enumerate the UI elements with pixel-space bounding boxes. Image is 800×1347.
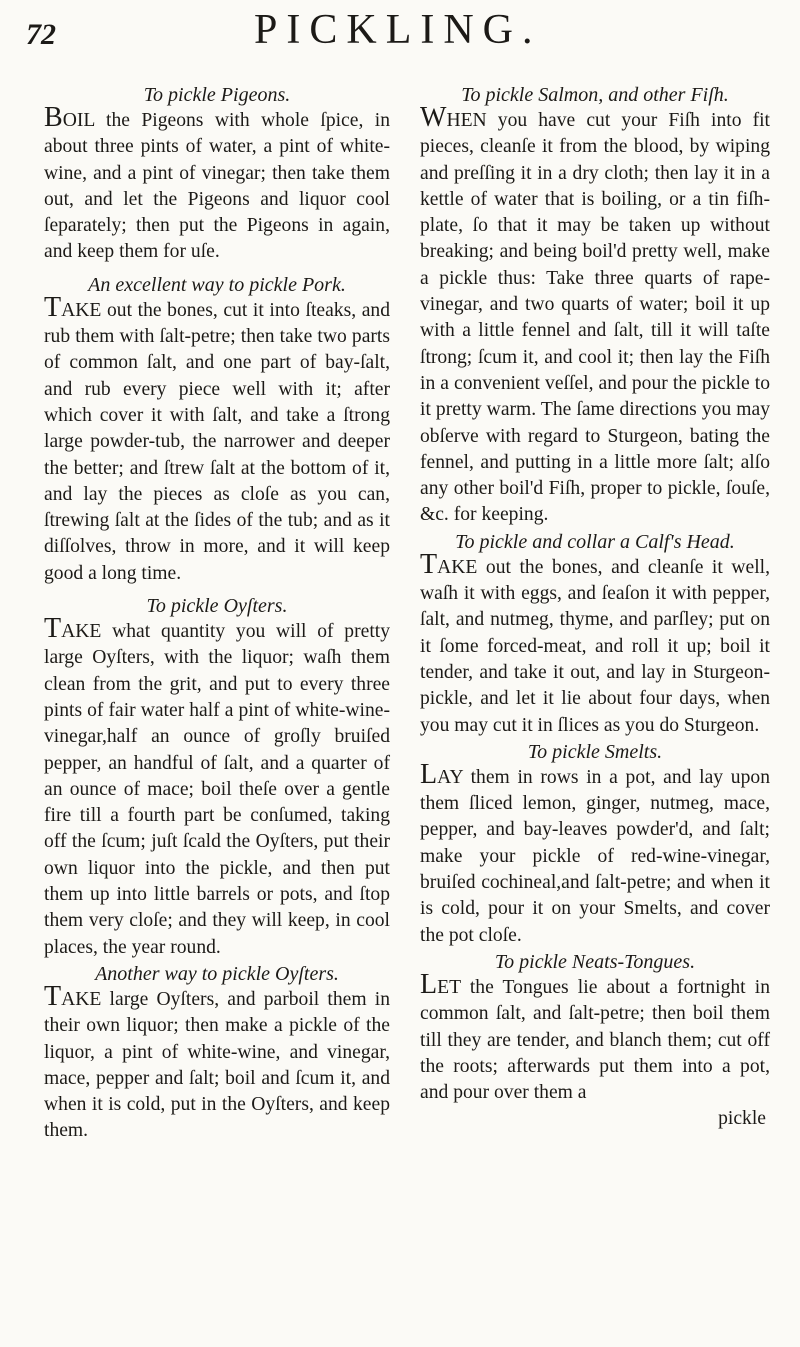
recipe-body: TAKE what quantity you will of pretty large Oyſters, with the liquor; waſh them clean from the grit, and put to every three pints of fair water half a pint of white-wine-vinegar,half an ounce of groſly bruiſed pepper, an handful of ſalt, and a quarter of an ounce of mace; boil theſe over a gentle fire till a fourth part be conſumed, taking off the ſcum; juſt ſcald the Oyſters, put their own liquor into the pickle, and then put them up into little barrels or pots, and ſtop them very cloſe; and they will keep, in cool places, the year round. xyxy=(44,613,390,958)
recipe-pickle-neats-tongues xyxy=(420,949,770,1106)
recipe-pickle-calfs-head xyxy=(420,529,770,739)
catchword: pickle xyxy=(718,1108,766,1130)
catchword-line xyxy=(420,1106,770,1132)
page-number: 72 xyxy=(26,18,56,51)
recipe-title: To pickle Oyſters. xyxy=(146,595,288,618)
recipe-body: LET the Tongues lie about a fortnight in common ſalt, and ſalt-petre; then boil them till they are tender, and blanch them; cut off the roots; afterwards put them into a pot, and pour over them a xyxy=(420,968,770,1104)
recipe-body: TAKE large Oyſters, and parboil them in their own liquor; then make a pickle of the liquor, a pint of white-wine, and vinegar, mace, pepper and ſalt; boil and ſcum it, and when it is cold, put in the Oyſters, and keep them. xyxy=(44,980,390,1142)
recipe-pickle-oysters-another xyxy=(44,961,390,1145)
recipe-title: To pickle Smelts. xyxy=(527,740,663,763)
recipe-body: WHEN you have cut your Fiſh into fit pieces, cleanſe it from the blood, by wiping and preſſing it in a dry cloth; then lay it in a kettle of water that is boiling, or a tin fiſh-plate, ſo that it may be taken up without breaking; and being boil'd pretty well, make a pickle thus: Take three quarts of rape-vinegar, and two quarts of water; boil it up with a little fennel and ſalt, till it will taſte ſtrong; ſcum it, and cool it; then lay the Fiſh in a convenient veſſel, and pour the pickle to it pretty warm. The ſame directions you may obſerve with regard to Sturgeon, bating the fennel, and putting in a little more ſalt; alſo any other boil'd Fiſh, proper to pickle, ſouſe, &c. for keeping. xyxy=(420,102,770,526)
left-column xyxy=(44,82,390,1145)
recipe-title: An excellent way to pickle Pork. xyxy=(88,273,346,296)
recipe-body: TAKE out the bones, and cleanſe it well, waſh it with eggs, and ſeaſon it with pepper, ſalt, and nutmeg, thyme, and parſley; put on it ſome forced-meat, and roll it up; boil it tender, and take it out, and lay in Sturgeon-pickle, and let it lie about four days, when you may cut it in ſlices as you do Sturgeon. xyxy=(420,548,770,736)
recipe-body: TAKE out the bones, cut it into ſteaks, and rub them with ſalt-petre; then take two parts of common ſalt, and one part of bay-ſalt, and rub every piece well with it; after which cover it with ſalt, and take a ſtrong large powder-tub, the narrower and deeper the better; and ſtrew ſalt at the bottom of it, and lay the pieces as cloſe as you can, ſtrewing ſalt at the ſides of the tub; and as it diſſolves, throw in more, and it will keep good a long time. xyxy=(44,291,390,584)
recipe-title: To pickle Neats-Tongues. xyxy=(494,950,696,973)
recipe-pickle-oysters xyxy=(44,593,390,961)
right-column xyxy=(420,82,770,1133)
running-head: PICKLING. xyxy=(254,7,542,53)
recipe-pickle-pork xyxy=(44,272,390,587)
recipe-body: BOIL the Pigeons with whole ſpice, in about three pints of water, a pint of white-wine, and a pint of vinegar; then take them out, and let the Pigeons and liquor cool ſeparately; then put the Pigeons in again, and keep them for uſe. xyxy=(44,102,390,263)
recipe-pickle-smelts xyxy=(420,739,770,949)
recipe-pickle-pigeons xyxy=(44,82,390,266)
recipe-body: LAY them in rows in a pot, and lay upon them ſliced lemon, ginger, nutmeg, mace, pepper, and bay-leaves powder'd, and ſalt; make your pickle of red-wine-vinegar, bruiſed cochineal,and ſalt-petre; and when it is cold, pour it on your Smelts, and cover the pot cloſe. xyxy=(420,758,770,946)
page-header xyxy=(0,4,800,64)
recipe-title: To pickle Pigeons. xyxy=(143,84,291,106)
recipe-title: To pickle and collar a Calf's Head. xyxy=(455,530,735,553)
recipe-title: Another way to pickle Oyſters. xyxy=(95,962,339,985)
recipe-pickle-salmon xyxy=(420,82,770,529)
recipe-title: To pickle Salmon, and other Fiſh. xyxy=(461,84,729,106)
